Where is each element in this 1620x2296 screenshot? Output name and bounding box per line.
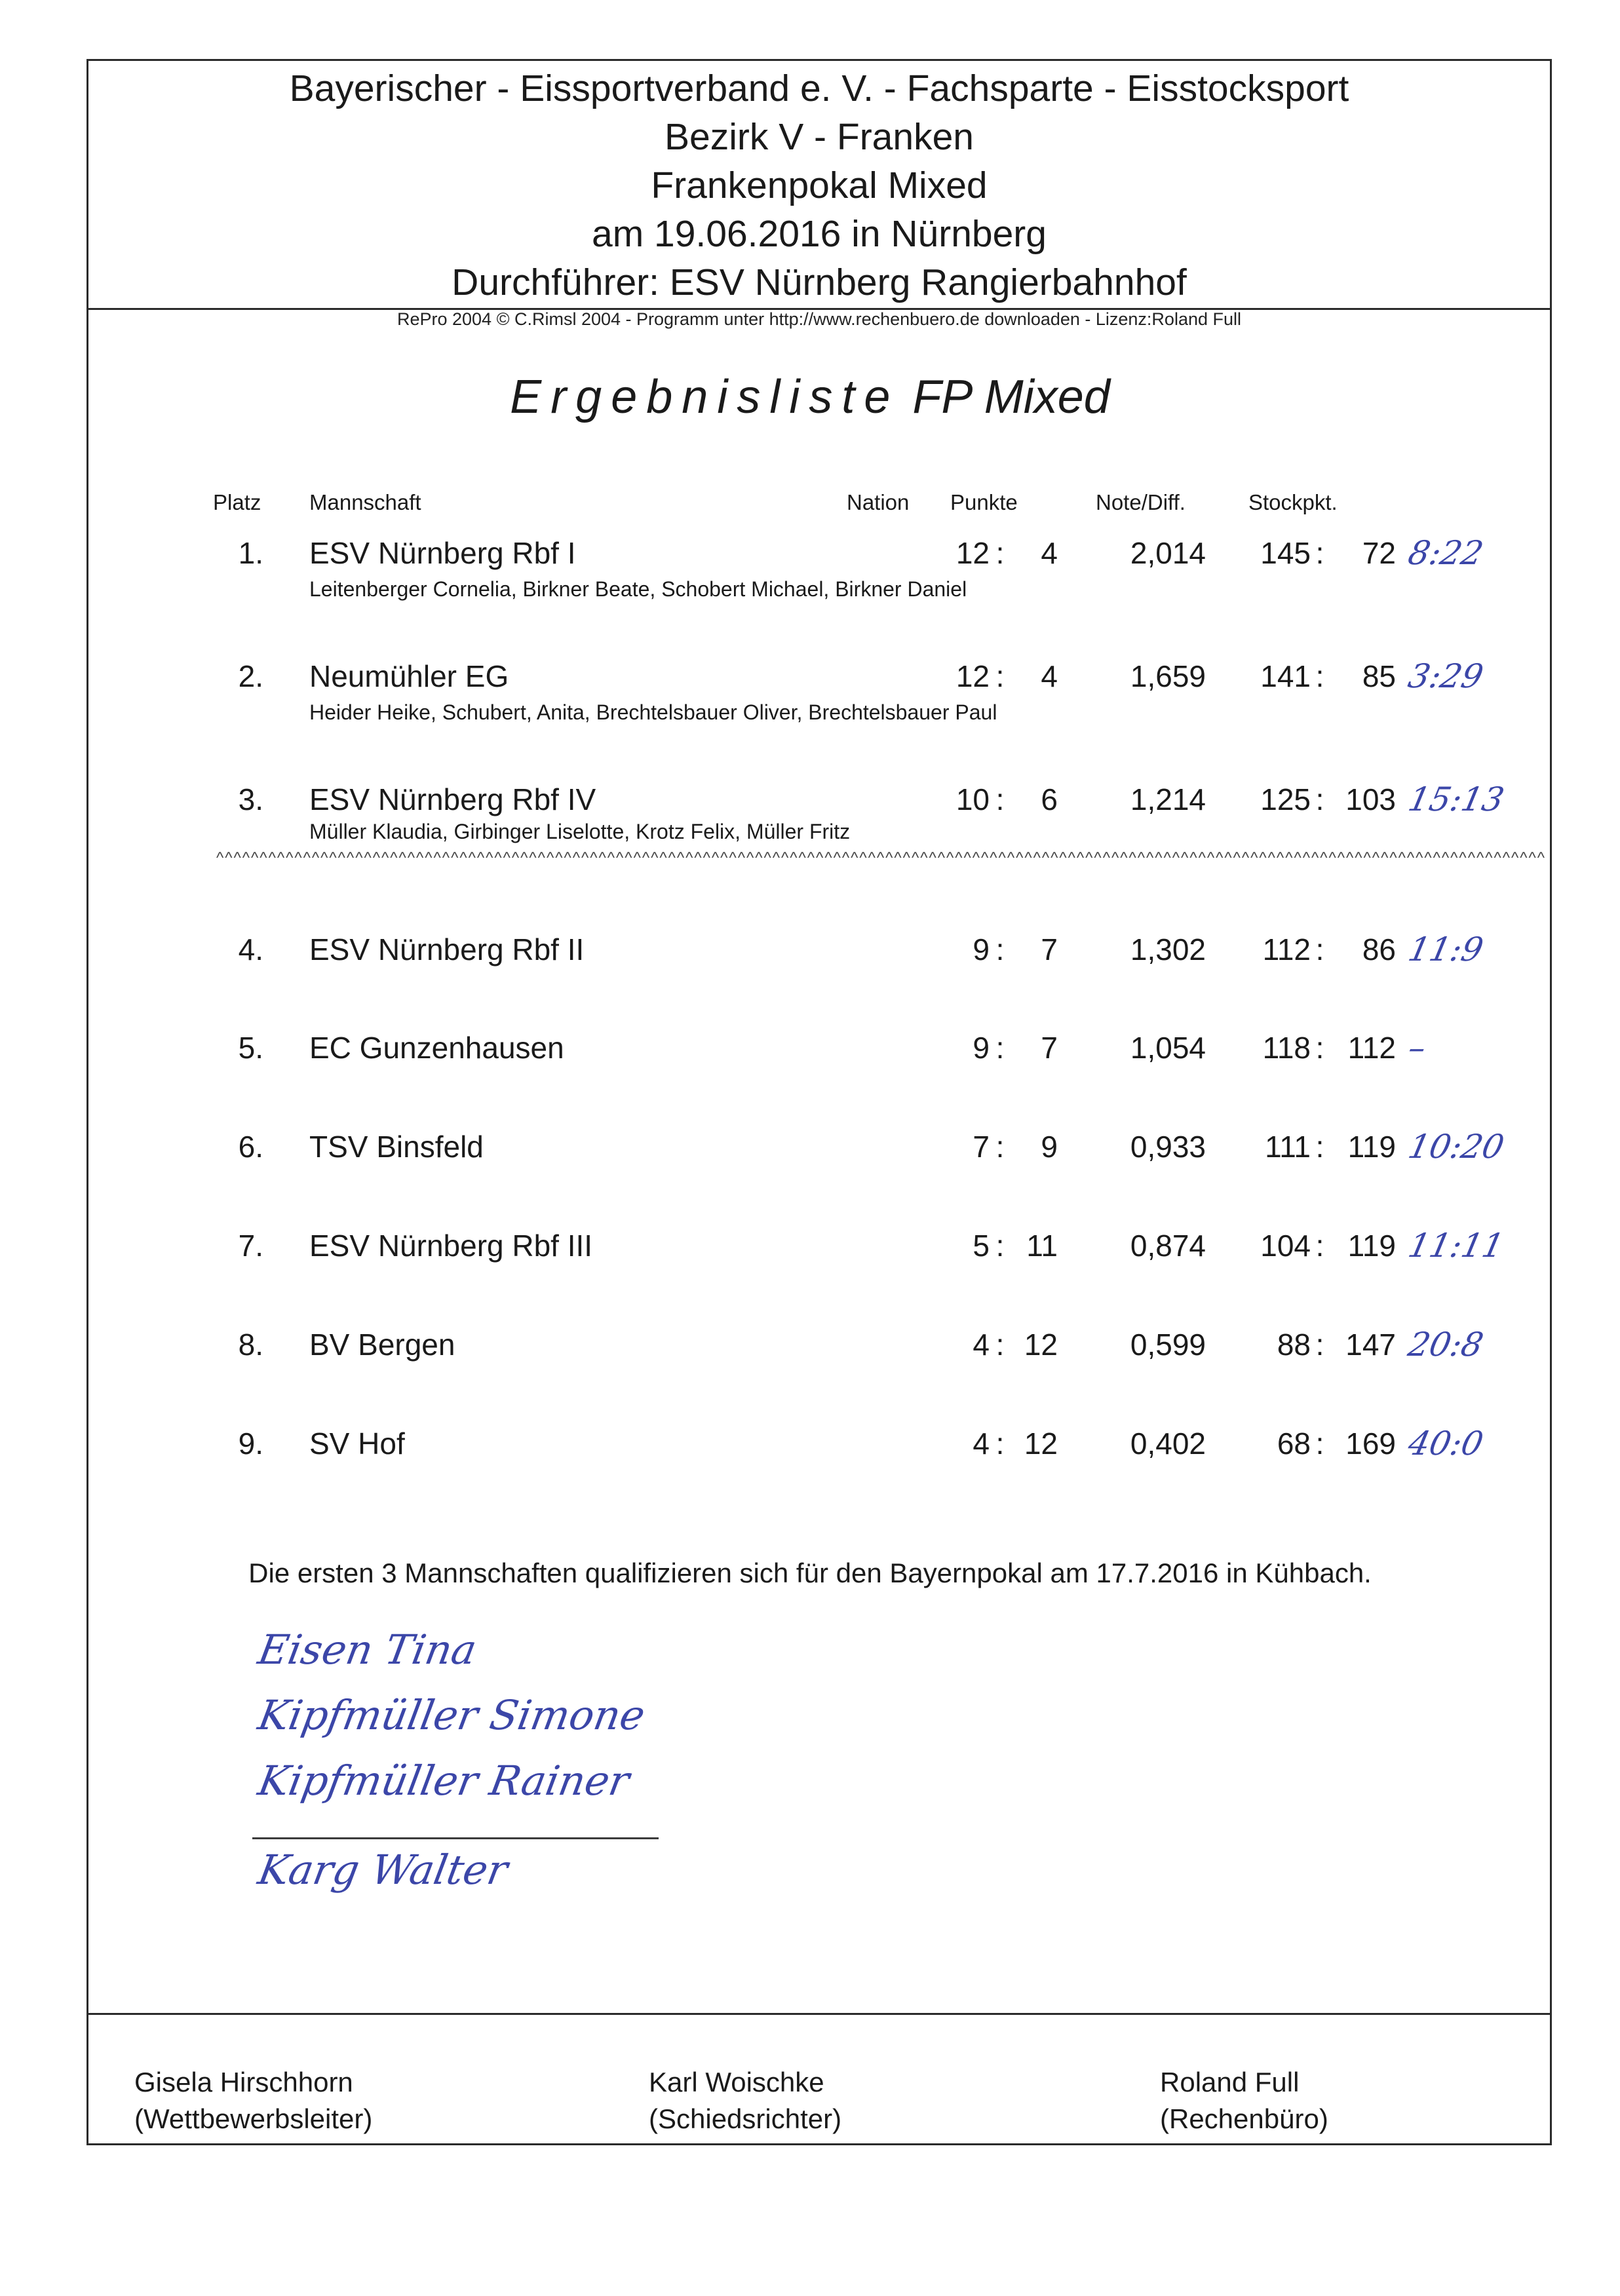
table-row <box>0 659 1620 731</box>
team-name: Neumühler EG <box>309 659 509 693</box>
stock-points-against: 119 <box>1347 1229 1396 1263</box>
stock-points-against: 86 <box>1362 932 1396 966</box>
handwritten-note: 3:29 <box>1404 657 1487 695</box>
col-header-platz: Platz <box>213 490 261 514</box>
points-colon: : <box>995 1229 1005 1263</box>
stock-points-against: 72 <box>1362 536 1396 570</box>
points-colon: : <box>995 659 1005 693</box>
team-name: BV Bergen <box>309 1328 455 1362</box>
stock-points-against: 119 <box>1347 1130 1396 1164</box>
points-won: 12 <box>955 536 990 570</box>
points-colon: : <box>995 1426 1005 1461</box>
points-won: 10 <box>955 782 990 816</box>
points-lost: 6 <box>1041 782 1058 816</box>
note-diff: 1,054 <box>1130 1031 1206 1065</box>
rank: 4. <box>238 932 263 966</box>
points-colon: : <box>995 1031 1005 1065</box>
stock-points-for: 112 <box>1262 932 1311 966</box>
stock-colon: : <box>1315 1328 1324 1362</box>
points-lost: 4 <box>1041 536 1058 570</box>
points-lost: 11 <box>1026 1229 1058 1263</box>
team-members: Müller Klaudia, Girbinger Liselotte, Krotz Felix, Müller Fritz <box>309 820 851 843</box>
note-diff: 1,659 <box>1130 659 1206 693</box>
rank: 7. <box>238 1229 263 1263</box>
rank: 5. <box>238 1031 263 1065</box>
stock-points-against: 169 <box>1345 1426 1396 1461</box>
note-diff: 1,214 <box>1130 782 1206 816</box>
note-diff: 0,402 <box>1130 1426 1206 1461</box>
handwritten-names <box>254 1617 704 1903</box>
handwritten-note: 11:9 <box>1404 930 1487 968</box>
points-won: 9 <box>973 932 990 966</box>
stock-colon: : <box>1315 782 1324 816</box>
competition-leader-name: Gisela Hirschhorn <box>134 2067 353 2097</box>
event-date-place: am 19.06.2016 in Nürnberg <box>592 213 1047 255</box>
organizer: Durchführer: ESV Nürnberg Rangierbahnhof <box>452 261 1187 303</box>
stock-colon: : <box>1315 1426 1324 1461</box>
points-won: 7 <box>973 1130 990 1164</box>
team-name: ESV Nürnberg Rbf II <box>309 932 585 966</box>
program-info-line: RePro 2004 © C.Rimsl 2004 - Programm unter http://www.rechenbuero.de downloaden - Lizenz:Roland Full <box>396 309 1242 329</box>
points-colon: : <box>995 1130 1005 1164</box>
stock-colon: : <box>1315 659 1324 693</box>
points-won: 9 <box>973 1031 990 1065</box>
federation-name: Bayerischer - Eissportverband e. V. - Fachsparte - Eisstocksport <box>289 67 1349 109</box>
footer-referee <box>649 2064 841 2137</box>
rank: 1. <box>238 536 263 570</box>
stock-points-for: 141 <box>1260 659 1311 693</box>
qualification-separator: ^^^^^^^^^^^^^^^^^^^^^^^^^^^^^^^^^^^^^^^^^^^^^^^^^^^^^^^^^^^^^^^^^^^^^^^^^^^^^^^^^^^^^^^^^^^^^^^^^^^^^^^^^^^^^^^^^^^^^^^^^^^^^^^^^^^^^^^^^^^^^^^^^^^^^^^^^ <box>216 849 1547 867</box>
points-lost: 9 <box>1041 1130 1058 1164</box>
note-diff: 1,302 <box>1130 932 1206 966</box>
col-header-note-diff: Note/Diff. <box>1096 490 1186 514</box>
handwritten-note: 20:8 <box>1404 1326 1487 1364</box>
stock-points-for: 145 <box>1260 536 1311 570</box>
handwritten-note: 10:20 <box>1404 1128 1508 1166</box>
stock-points-against: 103 <box>1345 782 1396 816</box>
team-name: TSV Binsfeld <box>309 1130 484 1164</box>
rank: 3. <box>238 782 263 816</box>
note-diff: 0,874 <box>1130 1229 1206 1263</box>
table-row <box>0 1228 1620 1300</box>
footer-competition-leader <box>134 2064 372 2137</box>
points-won: 12 <box>955 659 990 693</box>
handwritten-name: Eisen Tina <box>254 1626 480 1674</box>
table-row <box>0 932 1620 1004</box>
rank: 8. <box>238 1328 263 1362</box>
page-title <box>0 370 1620 424</box>
rank: 9. <box>238 1426 263 1461</box>
handwritten-note: – <box>1404 1029 1430 1067</box>
computing-office-role: (Rechenbüro) <box>1160 2103 1328 2134</box>
col-header-nation: Nation <box>847 490 910 514</box>
footer-divider <box>87 2013 1552 2015</box>
stock-points-against: 147 <box>1345 1328 1396 1362</box>
stock-colon: : <box>1315 932 1324 966</box>
stock-points-against: 85 <box>1362 659 1396 693</box>
team-name: EC Gunzenhausen <box>309 1031 564 1065</box>
points-colon: : <box>995 1328 1005 1362</box>
referee-name: Karl Woischke <box>649 2067 824 2097</box>
note-diff: 2,014 <box>1130 536 1206 570</box>
note-diff: 0,933 <box>1130 1130 1206 1164</box>
stock-colon: : <box>1315 1031 1324 1065</box>
team-name: ESV Nürnberg Rbf III <box>309 1229 593 1263</box>
rank: 2. <box>238 659 263 693</box>
team-name: SV Hof <box>309 1426 405 1461</box>
team-members: Leitenberger Cornelia, Birkner Beate, Schobert Michael, Birkner Daniel <box>309 577 967 601</box>
handwritten-note: 8:22 <box>1404 534 1487 572</box>
stock-colon: : <box>1315 536 1324 570</box>
col-header-mannschaft: Mannschaft <box>309 490 421 514</box>
title-main: Ergebnisliste <box>510 371 900 423</box>
stock-points-for: 118 <box>1262 1031 1311 1065</box>
table-row <box>0 1129 1620 1201</box>
table-row <box>0 1030 1620 1102</box>
team-name: ESV Nürnberg Rbf IV <box>309 782 596 816</box>
qualification-note: Die ersten 3 Mannschaften qualifizieren sich für den Bayernpokal am 17.7.2016 in Kühbach. <box>248 1558 1372 1588</box>
stock-points-for: 88 <box>1277 1328 1311 1362</box>
stock-points-for: 111 <box>1265 1130 1311 1164</box>
rank: 6. <box>238 1130 263 1164</box>
points-won: 4 <box>973 1426 990 1461</box>
stock-colon: : <box>1315 1229 1324 1263</box>
handwritten-note: 15:13 <box>1404 780 1508 818</box>
district-name: Bezirk V - Franken <box>665 116 974 158</box>
col-header-stockpkt: Stockpkt. <box>1248 490 1338 514</box>
handwritten-name: Karg Walter <box>254 1846 512 1894</box>
points-lost: 12 <box>1024 1426 1058 1461</box>
col-header-punkte: Punkte <box>950 490 1018 514</box>
points-colon: : <box>995 932 1005 966</box>
stock-points-for: 68 <box>1277 1426 1311 1461</box>
table-row <box>0 535 1620 607</box>
stock-colon: : <box>1315 1130 1324 1164</box>
points-colon: : <box>995 536 1005 570</box>
referee-role: (Schiedsrichter) <box>649 2103 842 2134</box>
team-members: Heider Heike, Schubert, Anita, Brechtelsbauer Oliver, Brechtelsbauer Paul <box>309 700 997 724</box>
team-name: ESV Nürnberg Rbf I <box>309 536 576 570</box>
stock-points-for: 125 <box>1260 782 1311 816</box>
points-lost: 12 <box>1024 1328 1058 1362</box>
footer-computing-office <box>1160 2064 1328 2137</box>
points-lost: 7 <box>1041 932 1058 966</box>
points-lost: 7 <box>1041 1031 1058 1065</box>
points-won: 4 <box>973 1328 990 1362</box>
handwritten-note: 11:11 <box>1404 1227 1508 1265</box>
points-won: 5 <box>973 1229 990 1263</box>
competition-name: Frankenpokal Mixed <box>651 164 988 206</box>
competition-leader-role: (Wettbewerbsleiter) <box>134 2103 373 2134</box>
document-header <box>87 64 1552 307</box>
handwritten-divider <box>252 1837 659 1839</box>
handwritten-name: Kipfmüller Simone <box>254 1691 649 1739</box>
table-row <box>0 782 1620 854</box>
title-suffix: FP Mixed <box>912 371 1110 423</box>
handwritten-note: 40:0 <box>1404 1425 1487 1463</box>
handwritten-name: Kipfmüller Rainer <box>254 1757 633 1805</box>
points-colon: : <box>995 782 1005 816</box>
note-diff: 0,599 <box>1130 1328 1206 1362</box>
computing-office-name: Roland Full <box>1160 2067 1300 2097</box>
table-row <box>0 1426 1620 1498</box>
stock-points-against: 112 <box>1347 1031 1396 1065</box>
table-row <box>0 1327 1620 1399</box>
points-lost: 4 <box>1041 659 1058 693</box>
stock-points-for: 104 <box>1260 1229 1311 1263</box>
